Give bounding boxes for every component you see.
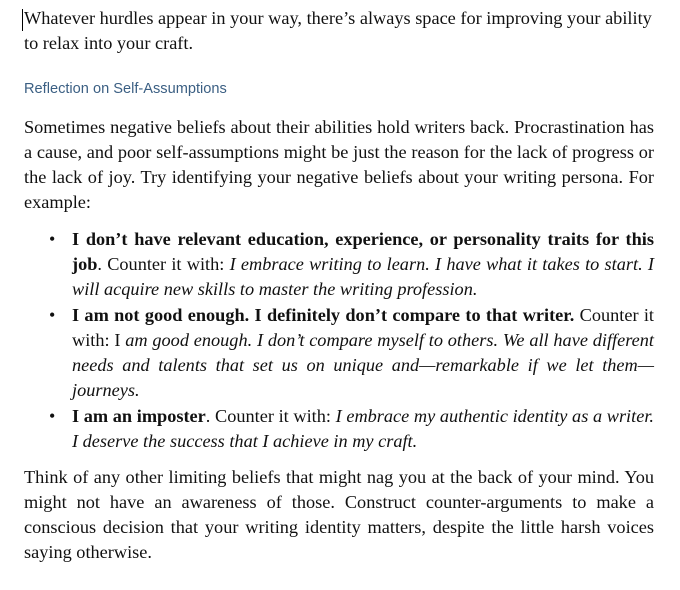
counter-statement: I embrace writing to learn. I have what it takes to start. I will acquire new skills to master the writing profession. — [72, 254, 654, 299]
bullet-list — [24, 227, 654, 454]
text-cursor — [22, 9, 23, 31]
bullet-icon: • — [49, 305, 56, 325]
bullet-icon: • — [49, 406, 56, 426]
negative-belief: I am an imposter — [72, 406, 206, 426]
counter-label: Counter it with: I — [72, 305, 655, 350]
bullet-icon: • — [49, 229, 56, 249]
body-paragraph-1: Sometimes negative beliefs about their abilities hold writers back. Procrastination has a cause, and poor self-assumptions might be just the reason for the lack of progress or the lack of joy. Try identifying your negative beliefs about your writing persona. For example: — [24, 117, 654, 212]
counter-statement: am good enough. I don’t compare myself to others. We all have different needs and talents that set us on unique and—remarkable if we let them—journeys. — [72, 330, 654, 400]
intro-paragraph: Whatever hurdles appear in your way, there’s always space for improving your ability to relax into your craft. — [24, 8, 652, 53]
body-paragraph-2: Think of any other limiting beliefs that might nag you at the back of your mind. You might not have an awareness of those. Construct counter-arguments to make a conscious decision that your writing identity matters, despite the little harsh voices saying otherwise. — [24, 467, 654, 562]
counter-statement: I embrace my authentic identity as a writer. I deserve the success that I achieve in my craft. — [72, 406, 654, 451]
list-item — [24, 303, 654, 403]
counter-label: . Counter it with: — [97, 254, 230, 274]
negative-belief: I am not good enough. I definitely don’t compare to that writer. — [72, 305, 575, 325]
list-item — [24, 227, 654, 302]
negative-belief: I don’t have relevant education, experience, or personality traits for this job — [72, 229, 654, 274]
section-heading: Reflection on Self-Assumptions — [24, 81, 227, 97]
document-body[interactable] — [24, 6, 654, 565]
list-item — [24, 404, 654, 454]
counter-label: . Counter it with: — [205, 406, 336, 426]
